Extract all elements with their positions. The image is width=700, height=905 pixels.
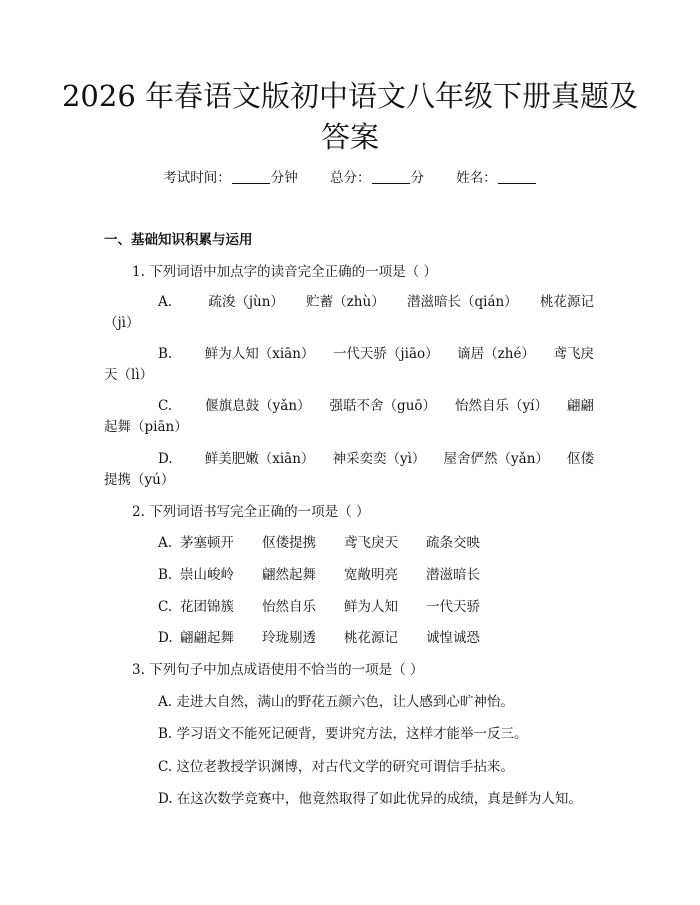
option-word: 屋舍俨然（yǎn） xyxy=(443,451,549,467)
question-1-option-d xyxy=(104,449,594,491)
exam-score-unit: 分 xyxy=(410,170,424,186)
question-1-stem: 1. 下列词语中加点字的读音完全正确的一项是（ ） xyxy=(132,264,437,280)
option-word: 潜滋暗长（qián） xyxy=(406,294,518,310)
exam-time-blank[interactable] xyxy=(232,169,270,184)
option-word: 一代天骄（jiāo） xyxy=(332,346,439,362)
option-letter: A. xyxy=(158,535,173,551)
option-word: 强聒不舍（guō） xyxy=(329,398,437,414)
option-word: 偃旗息鼓（yǎn） xyxy=(205,398,311,414)
option-letter: A. xyxy=(158,294,173,310)
option-word: 鲜美肥嫩（xiān） xyxy=(204,451,315,467)
option-word: 一代天骄 xyxy=(426,599,480,615)
exam-time-unit: 分钟 xyxy=(270,170,298,186)
option-word: 贮蓄（zhù） xyxy=(306,294,385,310)
option-letter: D. xyxy=(158,451,173,467)
question-2-stem: 2. 下列词语书写完全正确的一项是（ ） xyxy=(132,504,370,520)
option-letter: D. xyxy=(158,630,173,646)
question-3-option-b: B. 学习语文不能死记硬背，要讲究方法，这样才能举一反三。 xyxy=(158,726,528,742)
question-3-option-a: A. 走进大自然，满山的野花五颜六色，让人感到心旷神怡。 xyxy=(158,694,514,710)
option-word: 疏条交映 xyxy=(426,535,480,551)
question-1-option-b xyxy=(104,344,594,386)
option-letter: C. xyxy=(158,599,173,615)
question-2-option-d xyxy=(158,628,508,648)
option-word: 崇山峻岭 xyxy=(180,567,234,583)
option-word: 潜滋暗长 xyxy=(426,567,480,583)
question-2-option-a xyxy=(158,533,508,553)
exam-name-label: 姓名： xyxy=(456,170,497,186)
question-1-option-c xyxy=(104,396,594,438)
option-word: 翩翩 xyxy=(567,398,594,414)
option-word: 伛偻 xyxy=(566,451,594,467)
option-word: 怡然自乐（yí） xyxy=(455,398,548,414)
exam-time-label: 考试时间： xyxy=(163,170,231,186)
option-word: 谪居（zhé） xyxy=(457,346,535,362)
option-wrap: 天（lì） xyxy=(104,367,154,383)
option-word: 茅塞顿开 xyxy=(180,535,234,551)
page-title-line1: 2026 年春语文版初中语文八年级下册真题及 xyxy=(61,79,639,113)
option-word: 伛偻提携 xyxy=(262,535,316,551)
option-word: 疏浚（jùn） xyxy=(208,294,284,310)
option-word: 翩然起舞 xyxy=(262,567,316,583)
option-letter: B. xyxy=(158,567,173,583)
question-3-option-d: D. 在这次数学竞赛中，他竟然取得了如此优异的成绩，真是鲜为人知。 xyxy=(158,791,582,807)
option-wrap: 提携（yú） xyxy=(104,472,175,488)
option-letter: B. xyxy=(158,346,173,362)
option-wrap: 起舞（piān） xyxy=(104,419,188,435)
question-1-option-a xyxy=(104,292,594,334)
option-word: 玲珑剔透 xyxy=(262,630,316,646)
option-word: 鸢飞戾 xyxy=(553,346,594,362)
exam-score-blank[interactable] xyxy=(372,169,410,184)
page-title-line2: 答案 xyxy=(320,120,379,154)
option-letter: C. xyxy=(158,398,173,414)
exam-meta xyxy=(0,168,700,188)
exam-score xyxy=(330,170,424,186)
exam-score-label: 总分： xyxy=(330,170,371,186)
question-3-option-c: C. 这位老教授学识渊博，对古代文学的研究可谓信手拈来。 xyxy=(158,759,514,775)
option-word: 花团锦簇 xyxy=(180,599,234,615)
option-word: 宽敞明亮 xyxy=(344,567,398,583)
exam-time xyxy=(163,170,298,186)
option-word: 神采奕奕（yì） xyxy=(332,451,426,467)
option-wrap: （jì） xyxy=(104,315,140,331)
option-word: 鸢飞戾天 xyxy=(344,535,398,551)
option-word: 鲜为人知（xiān） xyxy=(204,346,315,362)
option-word: 翩翩起舞 xyxy=(180,630,234,646)
option-word: 诚惶诚恐 xyxy=(426,630,480,646)
option-word: 桃花源记 xyxy=(539,294,594,310)
option-word: 怡然自乐 xyxy=(262,599,316,615)
option-word: 桃花源记 xyxy=(344,630,398,646)
option-word: 鲜为人知 xyxy=(344,599,398,615)
section-heading: 一、基础知识积累与运用 xyxy=(104,232,253,248)
question-2-option-b xyxy=(158,565,508,585)
question-3-stem: 3. 下列句子中加点成语使用不恰当的一项是（ ） xyxy=(132,662,424,678)
exam-name xyxy=(456,170,537,186)
question-2-option-c xyxy=(158,597,508,617)
exam-name-blank[interactable] xyxy=(498,169,536,184)
